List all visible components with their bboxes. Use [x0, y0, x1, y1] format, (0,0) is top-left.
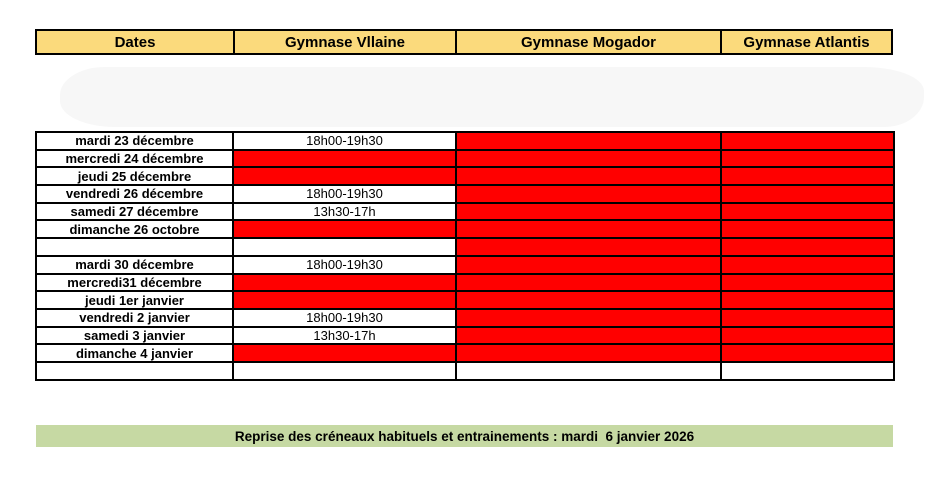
table-row: [36, 291, 894, 309]
slot-cell-mogador: [456, 309, 721, 327]
table-row: [36, 203, 894, 221]
slot-cell-vllaine: 18h00-19h30: [233, 309, 456, 327]
slot-cell-mogador: [456, 185, 721, 203]
date-cell: vendredi 2 janvier: [36, 309, 233, 327]
slot-cell-atlantis: [721, 167, 894, 185]
slot-cell-atlantis: [721, 185, 894, 203]
slot-cell-mogador: [456, 132, 721, 150]
date-cell: samedi 27 décembre: [36, 203, 233, 221]
table-row: [36, 344, 894, 362]
slot-cell-vllaine: [233, 220, 456, 238]
header-cell-mogador: Gymnase Mogador: [455, 31, 720, 53]
slot-cell-mogador: [456, 256, 721, 274]
table-row: [36, 167, 894, 185]
header-cell-atlantis: Gymnase Atlantis: [720, 31, 891, 53]
table-row: [36, 220, 894, 238]
slot-cell-vllaine: [233, 167, 456, 185]
date-cell: dimanche 4 janvier: [36, 344, 233, 362]
date-cell: jeudi 1er janvier: [36, 291, 233, 309]
table-row: [36, 327, 894, 345]
date-cell: jeudi 25 décembre: [36, 167, 233, 185]
slot-cell-atlantis: [721, 362, 894, 380]
slot-cell-mogador: [456, 291, 721, 309]
slot-cell-atlantis: [721, 274, 894, 292]
slot-cell-mogador: [456, 150, 721, 168]
header-cell-vllaine: Gymnase Vllaine: [233, 31, 455, 53]
slot-cell-atlantis: [721, 220, 894, 238]
slot-cell-vllaine: 18h00-19h30: [233, 256, 456, 274]
erased-region: [60, 67, 924, 127]
slot-cell-mogador: [456, 238, 721, 256]
table-header-row: [35, 29, 893, 55]
table-row: [36, 362, 894, 380]
slot-cell-mogador: [456, 327, 721, 345]
date-cell: [36, 362, 233, 380]
date-cell: samedi 3 janvier: [36, 327, 233, 345]
slot-cell-vllaine: 13h30-17h: [233, 327, 456, 345]
slot-cell-vllaine: [233, 274, 456, 292]
table-row: [36, 256, 894, 274]
date-cell: mardi 30 décembre: [36, 256, 233, 274]
slot-cell-mogador: [456, 220, 721, 238]
slot-cell-mogador: [456, 344, 721, 362]
slot-cell-mogador: [456, 167, 721, 185]
table-row: [36, 274, 894, 292]
slot-cell-mogador: [456, 203, 721, 221]
slot-cell-vllaine: 18h00-19h30: [233, 185, 456, 203]
slot-cell-atlantis: [721, 256, 894, 274]
date-cell: mardi 23 décembre: [36, 132, 233, 150]
slot-cell-vllaine: [233, 150, 456, 168]
slot-cell-atlantis: [721, 309, 894, 327]
slot-cell-atlantis: [721, 291, 894, 309]
slot-cell-atlantis: [721, 344, 894, 362]
slot-cell-vllaine: 18h00-19h30: [233, 132, 456, 150]
header-cell-dates: Dates: [114, 33, 156, 51]
date-cell: mercredi 24 décembre: [36, 150, 233, 168]
table-row: [36, 150, 894, 168]
slot-cell-vllaine: 13h30-17h: [233, 203, 456, 221]
table-row: [36, 185, 894, 203]
schedule-table: [35, 131, 895, 381]
date-cell: [36, 238, 233, 256]
slot-cell-mogador: [456, 274, 721, 292]
slot-cell-mogador: [456, 362, 721, 380]
schedule-table-body: [36, 132, 894, 380]
slot-cell-atlantis: [721, 203, 894, 221]
date-cell: vendredi 26 décembre: [36, 185, 233, 203]
table-row: [36, 132, 894, 150]
slot-cell-vllaine: [233, 344, 456, 362]
slot-cell-atlantis: [721, 327, 894, 345]
footer-banner: Reprise des créneaux habituels et entrainements : mardi 6 janvier 2026: [36, 425, 893, 447]
slot-cell-vllaine: [233, 238, 456, 256]
date-cell: mercredi31 décembre: [36, 274, 233, 292]
slot-cell-atlantis: [721, 238, 894, 256]
slot-cell-vllaine: [233, 291, 456, 309]
slot-cell-atlantis: [721, 150, 894, 168]
table-row: [36, 238, 894, 256]
slot-cell-vllaine: [233, 362, 456, 380]
date-cell: dimanche 26 octobre: [36, 220, 233, 238]
slot-cell-atlantis: [721, 132, 894, 150]
table-row: [36, 309, 894, 327]
